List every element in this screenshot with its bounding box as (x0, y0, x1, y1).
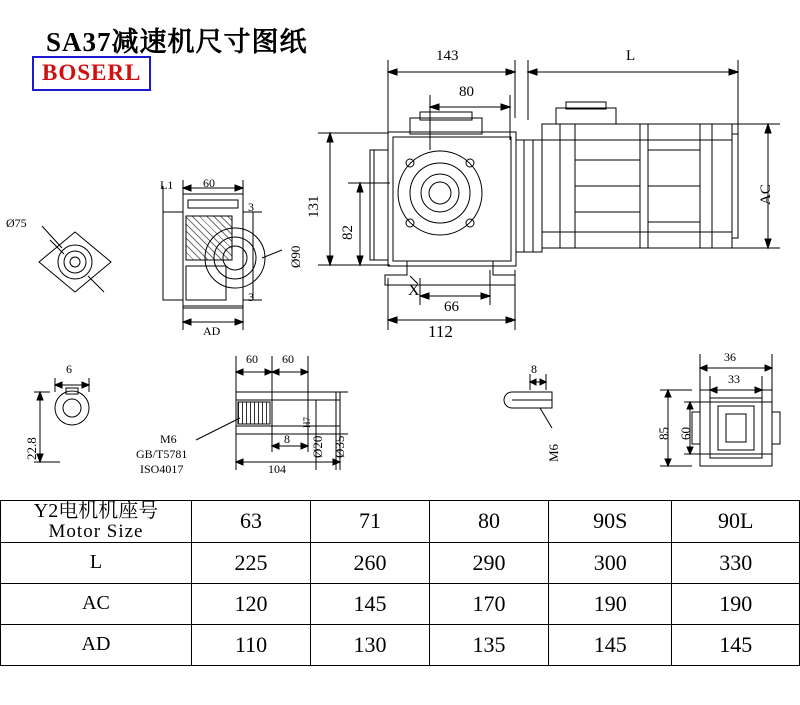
table-header-size-0: 63 (192, 501, 311, 543)
dim-L: L (626, 48, 636, 64)
dim-60-b: 60 (282, 352, 294, 366)
cell-AD-90L: 145 (672, 624, 800, 665)
dim-d35: Ø35 (332, 435, 347, 458)
dim-143: 143 (436, 48, 459, 64)
dim-60-left: 60 (203, 176, 215, 190)
dim-L1: L1 (160, 178, 174, 192)
page-title: SA37减速机尺寸图纸 (46, 27, 308, 57)
label-M6-shaft: M6 (160, 432, 177, 446)
label-GB-T5781: GB/T5781 (136, 447, 188, 461)
dim-d75: Ø75 (6, 216, 27, 230)
cell-AD-71: 130 (311, 624, 430, 665)
dim-AC: AC (758, 184, 774, 205)
dim-80: 80 (459, 84, 474, 100)
dim-131: 131 (306, 195, 322, 218)
dim-33: 33 (728, 372, 740, 386)
dim-d20-tolerance: H7 (302, 417, 312, 428)
dim-AD-left: AD (203, 324, 221, 338)
cell-AC-80: 170 (430, 583, 549, 624)
table-row (1, 583, 800, 624)
table-header-size-4: 90L (672, 501, 800, 543)
cell-L-63: 225 (192, 542, 311, 583)
table-header-size-3: 90S (549, 501, 672, 543)
cell-L-90L: 330 (672, 542, 800, 583)
dim-82: 82 (340, 225, 356, 240)
dim-36: 36 (724, 350, 736, 364)
row-label-AC: AC (1, 583, 192, 624)
dim-104: 104 (268, 462, 286, 476)
spec-table (0, 500, 800, 666)
table-header-size-2: 80 (430, 501, 549, 543)
cell-AC-63: 120 (192, 583, 311, 624)
hatch-fill-thread (238, 402, 270, 424)
cell-L-71: 260 (311, 542, 430, 583)
dim-60-right: 60 (678, 427, 693, 440)
dim-3-top: 3 (248, 200, 254, 214)
table-header-label-cn: Y2电机机座号 (33, 500, 159, 522)
marker-X: X (408, 282, 420, 299)
cell-L-80: 290 (430, 542, 549, 583)
dim-22-8: 22.8 (24, 437, 39, 460)
brand-logo: BOSERL (32, 56, 151, 91)
hatch-fill-left-view (186, 216, 232, 260)
label-ISO4017: ISO4017 (140, 462, 184, 476)
row-label-L: L (1, 542, 192, 583)
dim-3-bottom: 3 (248, 290, 254, 304)
table-row (1, 542, 800, 583)
dim-66: 66 (444, 299, 459, 315)
cell-AC-71: 145 (311, 583, 430, 624)
table-header-row (1, 501, 800, 543)
dim-6: 6 (66, 362, 72, 376)
dim-112: 112 (428, 322, 453, 341)
cell-AD-63: 110 (192, 624, 311, 665)
cell-AC-90S: 190 (549, 583, 672, 624)
cell-AC-90L: 190 (672, 583, 800, 624)
dim-8-shaft: 8 (284, 432, 290, 446)
table-row (1, 624, 800, 665)
cell-AD-90S: 145 (549, 624, 672, 665)
cell-AD-80: 135 (430, 624, 549, 665)
row-label-AD: AD (1, 624, 192, 665)
dim-d90: Ø90 (288, 245, 303, 268)
label-M6-key: M6 (546, 443, 561, 462)
dim-85: 85 (656, 427, 671, 440)
dim-8-key: 8 (531, 362, 537, 376)
dim-d20: Ø20 (310, 435, 325, 458)
table-header-label-en: Motor Size (48, 521, 144, 542)
dim-60-a: 60 (246, 352, 258, 366)
table-header-size-1: 71 (311, 501, 430, 543)
cell-L-90S: 300 (549, 542, 672, 583)
table-header-label (1, 501, 192, 543)
